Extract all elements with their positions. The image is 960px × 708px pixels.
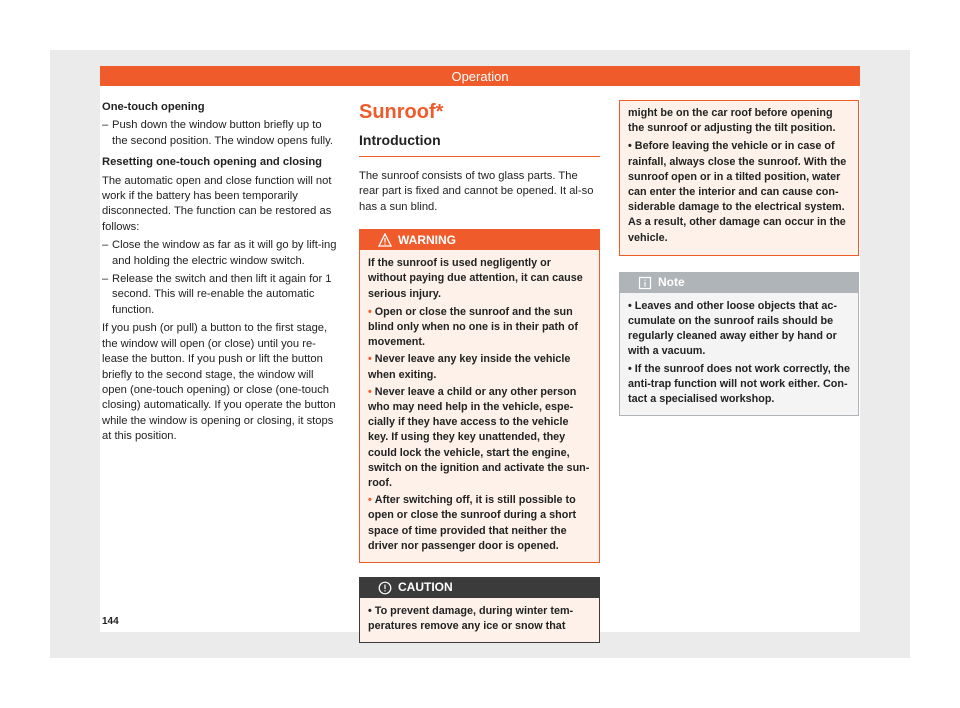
intro-paragraph: The sunroof consists of two glass parts. The rear part is fixed and cannot be opened. It al-so has a sun blind.: [359, 170, 594, 213]
warning-label: WARNING: [398, 232, 456, 247]
caution-continued-box: [619, 100, 859, 256]
caution-circle-icon: [378, 581, 392, 595]
warning-header: [360, 230, 599, 250]
warning-bullet: • Never leave a child or any other person who may need help in the vehicle, espe-cially if they have access to the vehicle key. If using they key unattended, they could lock the vehicle, start the engine, switch on the ignition and activate the sun-roof.: [368, 385, 590, 490]
paragraph: If you push (or pull) a button to the first stage, the window will open (or close) until you re-lease the button. If you push or lift the button briefly to the second stage, the window will open (one-touch opening) or close (one-touch closing) automatically. If you operate the button while the window is opening or closing, it stops at this position.: [102, 322, 336, 443]
paragraph: The automatic open and close function will not work if the battery has been temporarily disconnected. The function can be restored as follows:: [102, 174, 332, 233]
note-label: Note: [658, 275, 685, 290]
step-item: – Close the window as far as it will go by lift-ing and holding the electric window switch.: [102, 239, 337, 267]
caution-bullet: • To prevent damage, during winter tem-peratures remove any ice or snow that: [368, 605, 574, 633]
step-item: – Release the switch and then lift it again for 1 second. This will re-enable the automatic function.: [102, 273, 332, 316]
column-right: [619, 100, 859, 416]
note-bullet: • If the sunroof does not work correctly, the anti-trap function will not work either. Con-tact a specialised workshop.: [628, 362, 850, 406]
caution-continued-text: might be on the car roof before opening the sunroof or adjusting the tilt position.: [628, 107, 836, 135]
note-bullet: • Leaves and other loose objects that ac-cumulate on the sunroof rails should be regularly cleaned away either by hand or with a vacuum.: [628, 299, 837, 358]
caution-box: [359, 577, 600, 643]
header-title: Operation: [451, 68, 509, 84]
warning-lead: If the sunroof is used negligently or without paying due attention, it can cause serious injury.: [368, 257, 583, 300]
warning-triangle-icon: [378, 233, 392, 247]
info-icon: [638, 276, 652, 290]
section-subtitle: Introduction: [359, 130, 600, 157]
column-left: [102, 100, 338, 448]
warning-box: [359, 229, 600, 563]
page-number: 144: [102, 616, 119, 627]
step-item: – Push down the window button briefly up to the second position. The window opens fully.: [102, 119, 333, 147]
heading-one-touch-opening: One-touch opening: [102, 101, 205, 113]
warning-bullet: • Never leave any key inside the vehicle when exiting.: [368, 353, 571, 381]
warning-bullet: • Open or close the sunroof and the sun blind only when no one is in their path of movement.: [368, 305, 578, 349]
warning-bullet: • After switching off, it is still possible to open or close the sunroof during a short space of time provided that neither the driver nor passenger door is opened.: [368, 494, 577, 552]
section-title: Sunroof*: [359, 101, 444, 123]
column-middle: [359, 100, 600, 643]
caution-header: [360, 578, 599, 598]
page-header: [100, 66, 860, 86]
caution-bullet: • Before leaving the vehicle or in case of rainfall, always close the sunroof. With the sunroof open or in a tilted position, water can enter the interior and can cause con-siderable damage to the electrical system. As a result, other damage can occur in the vehicle.: [628, 140, 847, 244]
caution-label: CAUTION: [398, 580, 453, 595]
note-header: [620, 273, 858, 293]
heading-resetting: Resetting one-touch opening and closing: [102, 156, 323, 169]
note-box: [619, 272, 859, 416]
